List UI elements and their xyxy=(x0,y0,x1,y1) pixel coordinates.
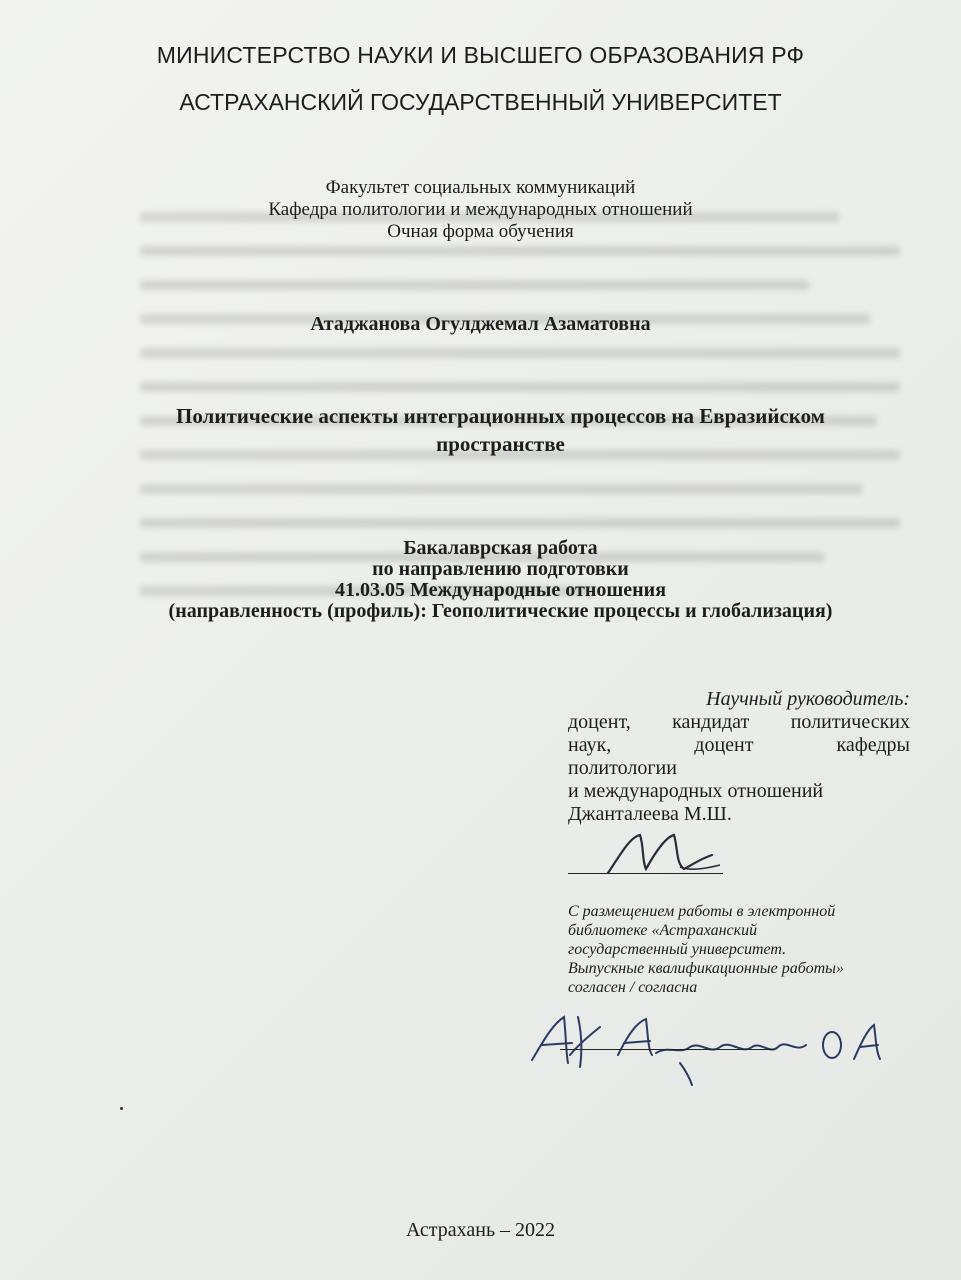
student-signature xyxy=(520,1005,890,1090)
thesis-title: Политические аспекты интеграционных процессов на Евразийском пространстве xyxy=(176,404,825,456)
student-signature-line xyxy=(560,1049,775,1050)
supervisor-block xyxy=(568,688,910,826)
consent-line1: С размещением работы в электронной xyxy=(568,903,836,920)
consent-line4: Выпускные квалификационные работы» xyxy=(568,960,844,977)
work-block xyxy=(40,538,961,622)
profile: (направленность (профиль): Геополитические процессы и глобализация) xyxy=(168,600,833,622)
study-form: Очная форма обучения xyxy=(387,221,574,242)
consent-block xyxy=(568,902,898,997)
supervisor-title-line1: доцент, кандидат политических xyxy=(568,711,910,733)
work-type: Бакалаврская работа xyxy=(403,537,598,559)
direction-label: по направлению подготовки xyxy=(372,558,629,580)
supervisor-signature-line xyxy=(568,873,723,874)
consent-line2: библиотеке «Астраханский xyxy=(568,922,758,939)
ministry-heading: МИНИСТЕРСТВО НАУКИ И ВЫСШЕГО ОБРАЗОВАНИЯ РФ xyxy=(156,42,805,68)
show-through-text xyxy=(140,190,900,750)
consent-line5: согласен / согласна xyxy=(568,979,698,996)
department-name: Кафедра политологии и международных отношений xyxy=(268,199,693,220)
city-year: Астрахань – 2022 xyxy=(405,1219,556,1241)
supervisor-title-line3: политологии xyxy=(568,757,677,779)
faculty-block xyxy=(0,177,961,243)
supervisor-heading: Научный руководитель: xyxy=(706,688,910,710)
direction: 41.03.05 Международные отношения xyxy=(334,579,667,601)
supervisor-title-line4: и международных отношений xyxy=(568,780,824,802)
consent-line3: государственный университет. xyxy=(568,941,787,958)
author-name: Атаджанова Огулджемал Азаматовна xyxy=(310,313,651,335)
supervisor-name: Джанталеева М.Ш. xyxy=(568,803,732,825)
supervisor-signature xyxy=(600,825,730,885)
faculty-name: Факультет социальных коммуникаций xyxy=(325,177,636,198)
university-heading: АСТРАХАНСКИЙ ГОСУДАРСТВЕННЫЙ УНИВЕРСИТЕТ xyxy=(179,89,782,115)
supervisor-title-line2: наук, доцент кафедры xyxy=(568,734,910,756)
page-speck xyxy=(120,1107,123,1110)
